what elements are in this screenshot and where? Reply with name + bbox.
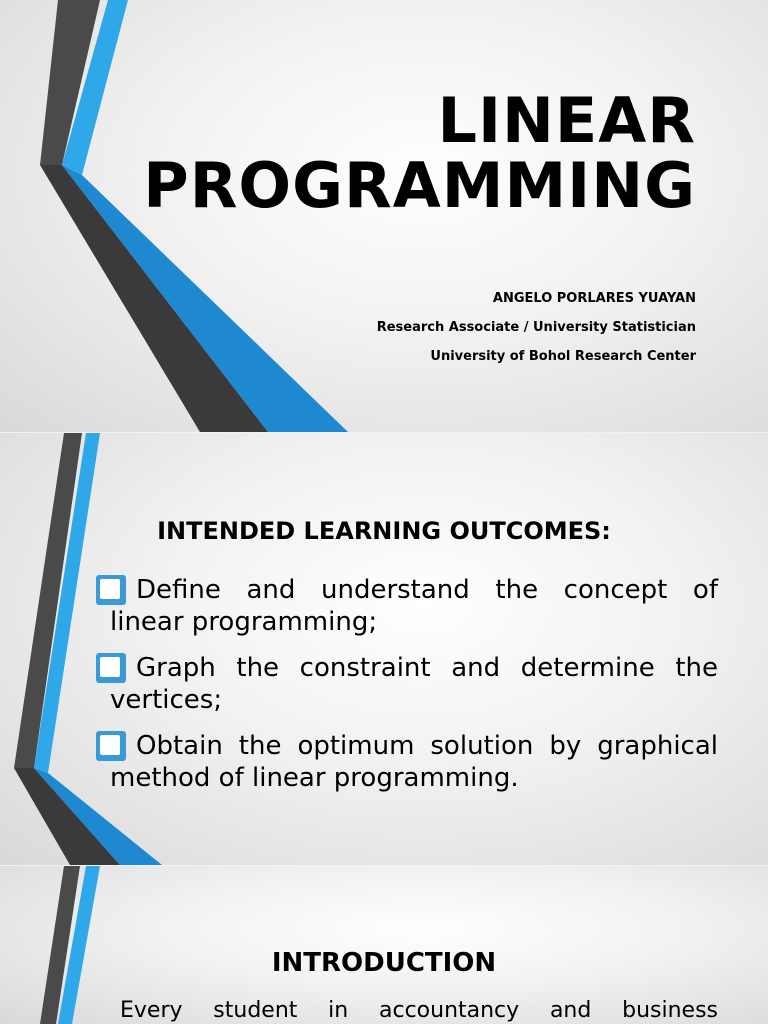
list-item <box>96 574 718 638</box>
outcome-text: Define and understand the concept of <box>136 575 718 605</box>
outcomes-heading: INTENDED LEARNING OUTCOMES: <box>157 517 611 545</box>
introduction-slide <box>0 866 768 1024</box>
learning-outcomes-slide <box>0 433 768 865</box>
outcome-text: Graph the constraint and determine the <box>136 653 718 683</box>
list-item <box>96 652 718 716</box>
author-organization: University of Bohol Research Center <box>430 349 696 364</box>
outcome-text-cont: linear programming; <box>110 607 378 637</box>
author-name: ANGELO PORLARES YUAYAN <box>492 291 696 306</box>
outcome-text-cont: method of linear programming. <box>110 763 519 793</box>
title-line-1: LINEAR <box>437 84 696 157</box>
introduction-heading: INTRODUCTION <box>271 948 497 978</box>
outcome-text: Obtain the optimum solution by graphical <box>136 731 718 761</box>
checkbox-bullet-icon <box>96 575 126 605</box>
outcomes-list <box>96 574 718 808</box>
title-slide <box>0 0 768 432</box>
checkbox-bullet-icon <box>96 731 126 761</box>
introduction-text: Every student in accountancy and business <box>120 998 718 1023</box>
list-item <box>96 730 718 794</box>
author-block <box>377 284 696 371</box>
author-role: Research Associate / University Statistician <box>376 320 696 335</box>
outcome-text-cont: vertices; <box>110 685 223 715</box>
presentation-title <box>143 84 696 223</box>
title-line-2: PROGRAMMING <box>143 149 696 223</box>
checkbox-bullet-icon <box>96 653 126 683</box>
